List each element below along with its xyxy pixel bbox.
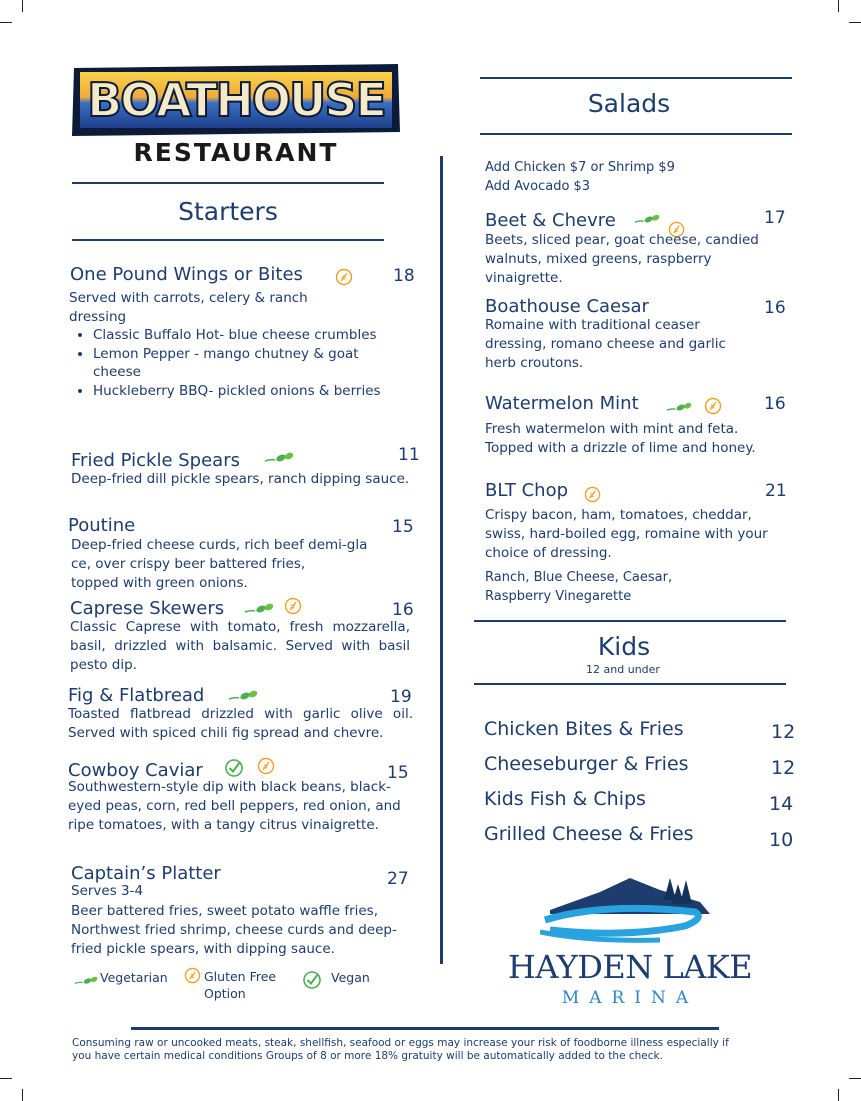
item-description: Southwestern-style dip with black beans, black-eyed peas, corn, red bell peppers, red onion, and ripe tomatoes, with a tangy citrus vinaigrette.: [68, 779, 401, 833]
crop-mark: [838, 0, 839, 12]
marina-name: HAYDEN LAKE: [507, 948, 753, 986]
salads-title: Salads: [587, 89, 671, 118]
gluten-free-icon: [335, 268, 353, 290]
item-description: Beets, sliced pear, goat cheese, candied walnuts, mixed greens, raspberry vinaigrette.: [485, 232, 759, 286]
item-name: Cowboy Caviar: [68, 760, 203, 781]
kids-title: Kids: [597, 632, 651, 661]
item-price: 15: [387, 763, 409, 783]
item-price: 16: [764, 298, 786, 318]
list-item: • Huckleberry BBQ- pickled onions & berries: [93, 382, 393, 401]
column-divider: [440, 156, 443, 964]
kids-item-name: Kids Fish & Chips: [484, 788, 646, 810]
item-price: 18: [393, 266, 415, 286]
item-description: Deep-fried dill pickle spears, ranch dipping sauce.: [71, 471, 410, 487]
item-description: Fresh watermelon with mint and feta. Topped with a drizzle of lime and honey.: [485, 421, 756, 456]
dressing-line: Ranch, Blue Cheese, Caesar,: [485, 570, 673, 585]
item-description: Romaine with traditional ceaser dressing, romano cheese and garlic herb croutons.: [485, 317, 726, 371]
footer-disclaimer: [72, 1037, 792, 1063]
kids-item-price: 14: [769, 793, 794, 815]
crop-mark: [22, 1089, 23, 1101]
gluten-free-icon: [184, 967, 201, 988]
crop-mark: [849, 1078, 861, 1079]
item-serves: Serves 3-4: [71, 883, 144, 899]
kids-item-name: Grilled Cheese & Fries: [484, 823, 694, 845]
list-item: • Classic Buffalo Hot- blue cheese crumbles: [93, 326, 393, 345]
addon-line: Add Chicken $7 or Shrimp $9: [485, 160, 675, 175]
gluten-free-icon: [257, 757, 275, 779]
item-name: Fig & Flatbread: [68, 685, 205, 706]
item-price: 16: [764, 394, 786, 414]
starters-title: Starters: [178, 197, 278, 226]
vegetarian-icon: [666, 399, 692, 418]
item-description: Toasted flatbread drizzled with garlic olive oil. Served with spiced chili fig spread and chevre.: [68, 706, 413, 741]
item-description: Classic Caprese with tomato, fresh mozzarella, basil, drizzled with balsamic. Served with basil pesto dip.: [70, 619, 410, 673]
starters-top-rule: [72, 182, 384, 184]
dressing-line: Raspberry Vinegarette: [485, 588, 632, 604]
logo-subtitle: RESTAURANT: [133, 138, 339, 167]
vegetarian-icon: [264, 450, 294, 469]
kids-item-price: 12: [771, 721, 796, 743]
item-price: 17: [764, 208, 786, 228]
vegetarian-icon: [634, 211, 660, 230]
kids-item-price: 12: [771, 757, 796, 779]
kids-bottom-rule: [474, 683, 786, 685]
item-name: One Pound Wings or Bites: [70, 264, 303, 285]
item-description: Served with carrots, celery & ranch dressing: [69, 290, 308, 325]
kids-item-name: Chicken Bites & Fries: [484, 718, 684, 740]
item-price: 11: [398, 445, 420, 465]
footer-rule: [131, 1027, 719, 1030]
legend-gluten-free-line: Option: [204, 986, 246, 1001]
gluten-free-icon: [584, 486, 601, 507]
crop-mark: [0, 1078, 12, 1079]
crop-mark: [0, 22, 12, 23]
crop-mark: [838, 1089, 839, 1101]
vegan-icon: [302, 970, 322, 994]
item-description: [71, 536, 401, 593]
item-name: Beet & Chevre: [485, 210, 616, 231]
kids-top-rule: [474, 620, 786, 622]
item-name: Poutine: [68, 515, 136, 536]
footer-line: Consuming raw or uncooked meats, steak, shellfish, seafood or eggs may increase your risk of foodborne illness especially if: [72, 1037, 729, 1049]
salad-addons: [485, 159, 675, 196]
item-price: 15: [392, 517, 414, 537]
boathouse-logo: [70, 60, 402, 170]
item-description: Beer battered fries, sweet potato waffle fries, Northwest fried shrimp, cheese curds and deep-fried pickle spears, with dipping sauce.: [71, 903, 397, 957]
kids-subtitle: 12 and under: [586, 663, 660, 676]
marina-subtitle: MARINA: [561, 988, 699, 1008]
item-name: Captain’s Platter: [71, 863, 221, 884]
description-line: ce, over crispy beer battered fries,: [71, 556, 306, 572]
salads-bottom-rule: [480, 133, 792, 135]
item-price: 27: [387, 869, 409, 889]
description-line: topped with green onions.: [71, 575, 248, 591]
legend-gluten-free: [204, 968, 276, 1002]
gluten-free-icon: [284, 597, 302, 619]
item-price: 19: [390, 687, 412, 707]
kids-item-name: Cheeseburger & Fries: [484, 753, 689, 775]
logo-wordmark: BOATHOUSE: [87, 73, 385, 127]
item-price: 21: [765, 481, 787, 501]
flavor-list: [69, 326, 393, 400]
legend-gluten-free-line: Gluten Free: [204, 969, 277, 984]
dressing-options: [485, 569, 672, 606]
starters-bottom-rule: [72, 239, 384, 241]
item-name: BLT Chop: [485, 480, 569, 501]
salads-top-rule: [480, 77, 792, 79]
addon-line: Add Avocado $3: [485, 178, 591, 194]
item-name: Caprese Skewers: [70, 598, 225, 619]
kids-item-price: 10: [769, 829, 794, 851]
marina-logo: [490, 870, 770, 1010]
description-line: Deep-fried cheese curds, rich beef demi-gla: [71, 537, 368, 553]
footer-line: you have certain medical conditions Groups of 8 or more 18% gratuity will be automatically added to the check.: [72, 1050, 663, 1062]
list-item: • Lemon Pepper - mango chutney & goat cheese: [93, 345, 393, 382]
item-name: Boathouse Caesar: [485, 296, 649, 317]
item-description: Crispy bacon, ham, tomatoes, cheddar, swiss, hard-boiled egg, romaine with your choice of dressing.: [485, 507, 768, 561]
vegetarian-icon: [74, 972, 98, 991]
item-price: 16: [392, 600, 414, 620]
legend-vegetarian: Vegetarian: [100, 970, 168, 985]
crop-mark: [849, 22, 861, 23]
crop-mark: [22, 0, 23, 12]
item-name: Watermelon Mint: [485, 393, 639, 414]
gluten-free-icon: [704, 397, 722, 419]
legend-vegan: Vegan: [331, 970, 370, 985]
item-name: Fried Pickle Spears: [71, 450, 240, 471]
